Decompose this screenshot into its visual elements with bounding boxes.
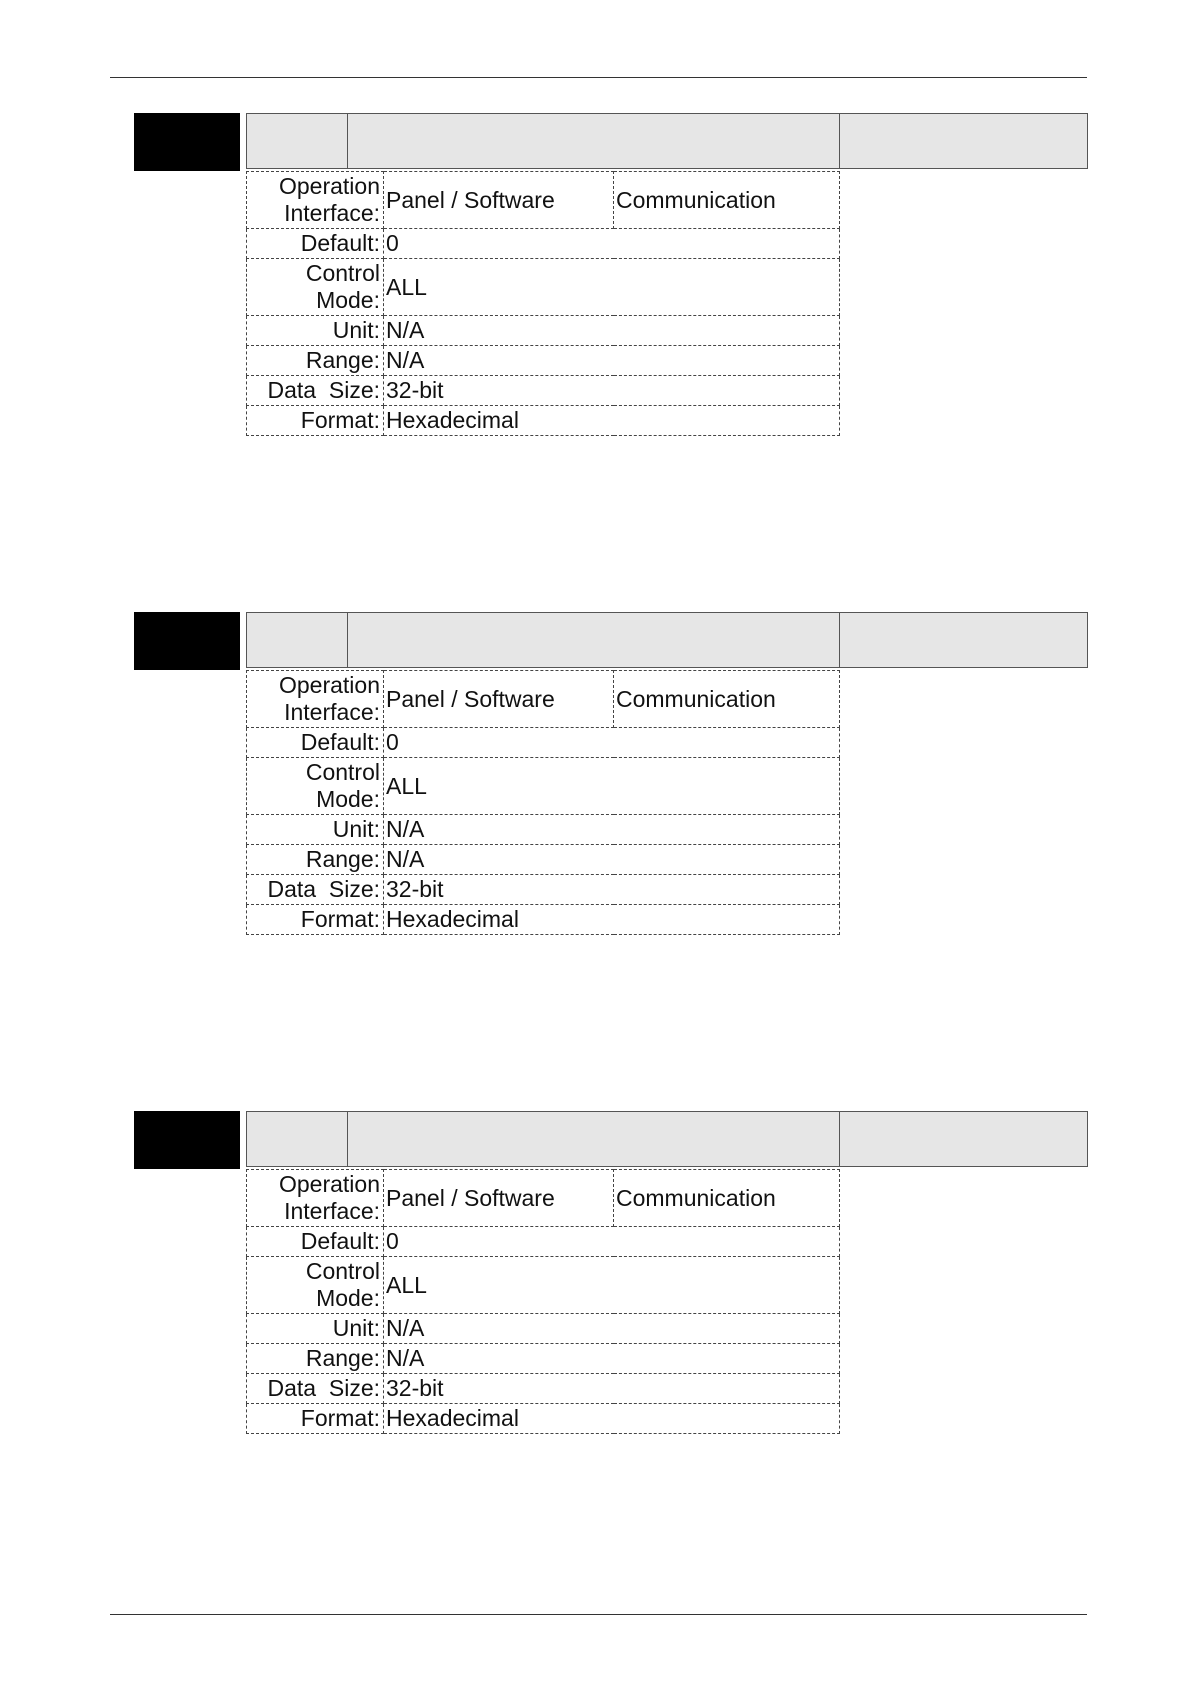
data-size-row xyxy=(247,376,840,406)
interface-row xyxy=(247,172,840,229)
range-label: Range: xyxy=(247,1344,384,1374)
control-mode-label: Control Mode: xyxy=(247,1257,384,1314)
control-mode-label: Control Mode: xyxy=(247,259,384,316)
footer-rule xyxy=(110,1614,1087,1615)
default-row xyxy=(247,728,840,758)
unit-label: Unit: xyxy=(247,1314,384,1344)
interface-label: Operation Interface: xyxy=(247,172,384,229)
format-value: Hexadecimal xyxy=(384,1404,840,1434)
header-rule xyxy=(110,77,1087,78)
default-value: 0 xyxy=(384,229,840,259)
parameter-block-3 xyxy=(134,1111,1088,1461)
interface-row xyxy=(247,671,840,728)
unit-value: N/A xyxy=(384,815,840,845)
format-label: Format: xyxy=(247,406,384,436)
interface-comm-value: Communication xyxy=(614,172,840,229)
default-value: 0 xyxy=(384,728,840,758)
control-mode-label: Control Mode: xyxy=(247,758,384,815)
default-label: Default: xyxy=(247,728,384,758)
control-mode-value: ALL xyxy=(384,758,840,815)
interface-panel-value: Panel / Software xyxy=(384,1170,614,1227)
control-mode-row xyxy=(247,259,840,316)
parameter-header xyxy=(246,612,1088,668)
parameter-tag xyxy=(134,113,240,171)
range-label: Range: xyxy=(247,346,384,376)
unit-row xyxy=(247,815,840,845)
parameter-tag xyxy=(134,1111,240,1169)
format-row xyxy=(247,905,840,935)
interface-label: Operation Interface: xyxy=(247,1170,384,1227)
control-mode-value: ALL xyxy=(384,259,840,316)
unit-value: N/A xyxy=(384,316,840,346)
interface-panel-value: Panel / Software xyxy=(384,172,614,229)
data-size-label: Data Size: xyxy=(247,376,384,406)
unit-value: N/A xyxy=(384,1314,840,1344)
data-size-row xyxy=(247,1374,840,1404)
data-size-label: Data Size: xyxy=(247,875,384,905)
default-label: Default: xyxy=(247,229,384,259)
format-label: Format: xyxy=(247,1404,384,1434)
range-value: N/A xyxy=(384,845,840,875)
parameter-header xyxy=(246,1111,1088,1167)
range-row xyxy=(247,845,840,875)
range-value: N/A xyxy=(384,1344,840,1374)
range-value: N/A xyxy=(384,346,840,376)
default-row xyxy=(247,1227,840,1257)
interface-label: Operation Interface: xyxy=(247,671,384,728)
unit-label: Unit: xyxy=(247,316,384,346)
unit-label: Unit: xyxy=(247,815,384,845)
control-mode-value: ALL xyxy=(384,1257,840,1314)
data-size-label: Data Size: xyxy=(247,1374,384,1404)
format-value: Hexadecimal xyxy=(384,406,840,436)
default-label: Default: xyxy=(247,1227,384,1257)
parameter-tag xyxy=(134,612,240,670)
format-row xyxy=(247,1404,840,1434)
format-row xyxy=(247,406,840,436)
unit-row xyxy=(247,1314,840,1344)
data-size-row xyxy=(247,875,840,905)
default-value: 0 xyxy=(384,1227,840,1257)
parameter-block-2 xyxy=(134,612,1088,962)
interface-comm-value: Communication xyxy=(614,1170,840,1227)
range-label: Range: xyxy=(247,845,384,875)
parameter-block-1 xyxy=(134,113,1088,463)
range-row xyxy=(247,1344,840,1374)
parameter-table xyxy=(246,1169,840,1434)
default-row xyxy=(247,229,840,259)
parameter-table xyxy=(246,670,840,935)
format-value: Hexadecimal xyxy=(384,905,840,935)
unit-row xyxy=(247,316,840,346)
data-size-value: 32-bit xyxy=(384,1374,840,1404)
data-size-value: 32-bit xyxy=(384,376,840,406)
data-size-value: 32-bit xyxy=(384,875,840,905)
range-row xyxy=(247,346,840,376)
parameter-header xyxy=(246,113,1088,169)
interface-panel-value: Panel / Software xyxy=(384,671,614,728)
parameter-table xyxy=(246,171,840,436)
format-label: Format: xyxy=(247,905,384,935)
control-mode-row xyxy=(247,758,840,815)
control-mode-row xyxy=(247,1257,840,1314)
interface-row xyxy=(247,1170,840,1227)
interface-comm-value: Communication xyxy=(614,671,840,728)
